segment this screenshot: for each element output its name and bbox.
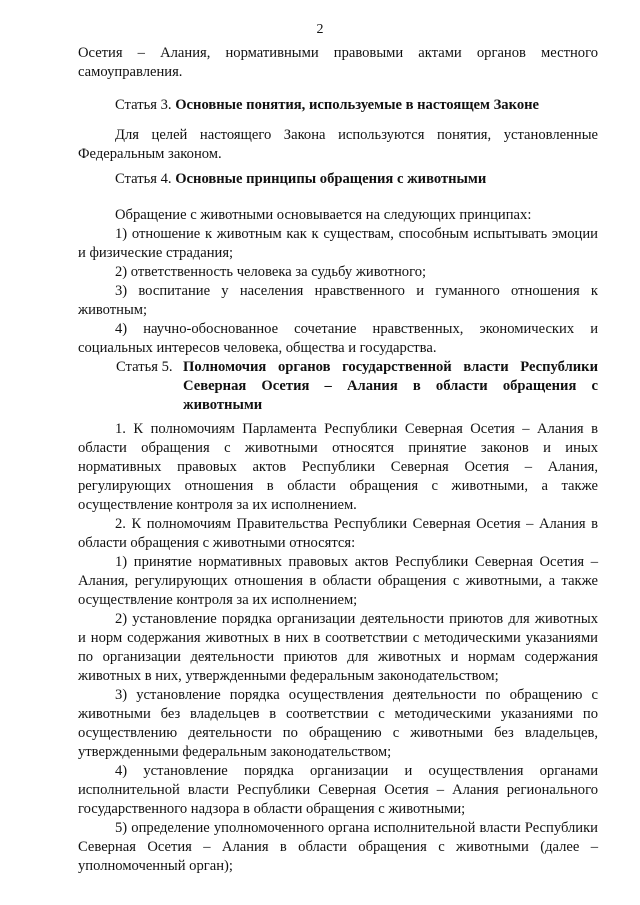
article-5-item: 4) установление порядка организации и осуществления органами исполнительной власти Республики Северная Осетия – Алания регионального государственного надзора в области обращения с животными;: [78, 763, 598, 817]
article-3-label: Статья 3.: [115, 97, 172, 113]
article-4-item: 4) научно-обоснованное сочетание нравственных, экономических и социальных интересов человека, общества и государства.: [78, 321, 598, 356]
article-4-item: 2) ответственность человека за судьбу животного;: [115, 264, 427, 280]
article-4-body: [78, 206, 598, 358]
article-5-body: [78, 420, 598, 876]
article-4-title: Основные принципы обращения с животными: [175, 171, 487, 187]
article-3-heading: [78, 96, 598, 115]
page-number: 2: [316, 22, 324, 37]
article-4-heading: [78, 170, 598, 189]
article-5-paragraph-1: 1. К полномочиям Парламента Республики Северная Осетия – Алания в области обращения с животными относятся принятие законов и иных нормативных правовых актов Республики Северная Осетия – Алания, регулирующих отношения в области обращения с животными, а также осуществление контроля за их исполнением.: [78, 421, 598, 513]
article-4-item: 3) воспитание у населения нравственного и гуманного отношения к животным;: [78, 283, 598, 318]
article-5-item: 3) установление порядка осуществления деятельности по обращению с животными без владельцев в соответствии с методическими указаниями по осуществлению деятельности по обращению с животными без владельцев, утвержденными федеральным законодательством;: [78, 687, 598, 760]
article-5-item: 2) установление порядка организации деятельности приютов для животных и норм содержания животных в них в соответствии с методическими указаниями по организации деятельности приютов для животных и нормам содержания животных в них, утвержденными федеральным законодательством;: [78, 611, 598, 684]
intro-paragraph: [78, 44, 598, 82]
article-5-title: Полномочия органов государственной власти Республики Северная Осетия – Алания в области обращения с животными: [183, 359, 598, 413]
article-3-body: [78, 126, 598, 164]
article-5-heading: [116, 358, 598, 415]
article-4-lead: Обращение с животными основывается на следующих принципах:: [115, 207, 532, 223]
intro-text: Осетия – Алания, нормативными правовыми актами органов местного самоуправления.: [78, 45, 598, 80]
article-4-label: Статья 4.: [115, 171, 172, 187]
article-5-item: 5) определение уполномоченного органа исполнительной власти Республики Северная Осетия – Алания в области обращения с животными (далее – уполномоченный орган);: [78, 820, 598, 874]
article-5-item: 1) принятие нормативных правовых актов Республики Северная Осетия – Алания, регулирующих отношения в области обращения с животными, а также осуществление контроля за их исполнением;: [78, 554, 598, 608]
article-3-text: Для целей настоящего Закона используются понятия, установленные Федеральным законом.: [78, 127, 598, 162]
article-5-paragraph-2: 2. К полномочиям Правительства Республики Северная Осетия – Алания в области обращения с животными относятся:: [78, 516, 598, 551]
article-5-label: Статья 5.: [116, 359, 173, 375]
article-4-item: 1) отношение к животным как к существам, способным испытывать эмоции и физические страдания;: [78, 226, 598, 261]
article-3-title: Основные понятия, используемые в настоящем Законе: [175, 97, 539, 113]
